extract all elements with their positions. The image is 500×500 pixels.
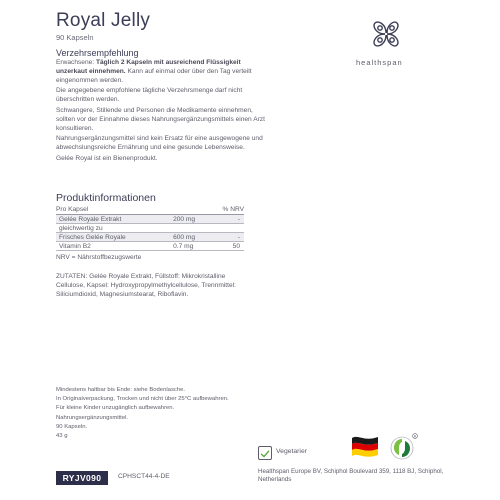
product-info-heading: Produktinformationen bbox=[56, 192, 156, 204]
ingredients-text: ZUTATEN: Gelée Royale Extrakt, Füllstoff: Mikrokristalline Cellulose, Kapsel: Hydroxypropylmethylcellulose, Trennmittel: Siliciumdioxid, Magnesiumstearat, Riboflavin. bbox=[56, 273, 236, 298]
table-row bbox=[56, 215, 244, 224]
best-before-line: Mindestens haltbar bis Ende: siehe Bodenlasche. bbox=[56, 387, 186, 393]
svg-text:R: R bbox=[413, 434, 417, 439]
row-amount bbox=[173, 224, 212, 233]
vegetarian-label: Vegetarier bbox=[276, 448, 307, 455]
row-amount: 0.7 mg bbox=[173, 242, 212, 251]
row-amount: 600 mg bbox=[173, 233, 212, 242]
row-nrv bbox=[212, 224, 244, 233]
storage-info bbox=[56, 387, 236, 442]
dosage-heading: Verzehrsempfehlung bbox=[56, 48, 139, 58]
row-amount: 200 mg bbox=[173, 215, 212, 224]
row-name: Vitamin B2 bbox=[56, 242, 173, 251]
brand-name: healthspan bbox=[356, 58, 403, 67]
dosage-paragraph-1: Erwachsene: Täglich 2 Kapseln mit ausreichend Flüssigkeit unzerkaut einnehmen. Kann auf einmal oder über den Tag verteilt eingenommen werden. bbox=[56, 59, 252, 84]
table-header-per-capsule: Pro Kapsel bbox=[56, 205, 212, 215]
dosage-paragraph-4: Nahrungsergänzungsmittel sind kein Ersatz für eine ausgewogene und abwechslungsreiche Ernährung und eine gesunde Lebensweise. bbox=[56, 135, 263, 152]
row-name: Frisches Gelée Royale bbox=[56, 233, 173, 242]
quatrefoil-logo-icon bbox=[366, 14, 406, 54]
nrv-note: NRV = Nährstoffbezugswerte bbox=[56, 254, 142, 261]
table-row bbox=[56, 224, 244, 233]
table-row bbox=[56, 242, 244, 251]
checkmark-icon bbox=[258, 446, 272, 460]
dosage-paragraph-5: Gelée Royal ist ein Bienenprodukt. bbox=[56, 154, 158, 162]
product-title: Royal Jelly bbox=[56, 10, 151, 31]
nutrition-table bbox=[56, 205, 244, 251]
gruener-punkt-icon bbox=[388, 432, 418, 462]
row-name: Gelée Royale Extrakt bbox=[56, 215, 173, 224]
children-warning-line: Für kleine Kinder unzugänglich aufbewahren. bbox=[56, 405, 175, 412]
reference-code: CPHSCT44-4-DE bbox=[118, 473, 170, 480]
dosage-paragraph-2: Die angegebene empfohlene tägliche Verzehrsmenge darf nicht überschritten werden. bbox=[56, 87, 243, 104]
row-nrv: - bbox=[212, 233, 244, 242]
row-name: gleichwertig zu bbox=[56, 224, 173, 233]
row-nrv: 50 bbox=[212, 242, 244, 251]
weight-line: 43 g bbox=[56, 432, 68, 439]
supplement-type-line: Nahrungsergänzungsmittel. bbox=[56, 414, 129, 421]
company-address: Healthspan Europe BV, Schiphol Boulevard 359, 1118 BJ, Schiphol, Netherlands bbox=[258, 468, 444, 484]
product-subtitle: 90 Kapseln bbox=[56, 33, 94, 42]
dosage-section bbox=[56, 48, 266, 166]
capsule-count-line: 90 Kapseln. bbox=[56, 423, 88, 430]
dosage-paragraph-3: Schwangere, Stillende und Personen die Medikamente einnehmen, sollten vor der Einnahme dieses Nahrungsergänzungsmittels einen Arzt konsultieren. bbox=[56, 106, 265, 132]
table-row bbox=[56, 233, 244, 242]
product-code-badge: RYJV090 bbox=[56, 471, 108, 485]
table-header-nrv: % NRV bbox=[212, 205, 244, 215]
storage-line: In Originalverpackung, Trocken und nicht über 25°C aufbewahren. bbox=[56, 396, 229, 403]
german-flag-icon bbox=[350, 432, 380, 462]
row-nrv: - bbox=[212, 215, 244, 224]
